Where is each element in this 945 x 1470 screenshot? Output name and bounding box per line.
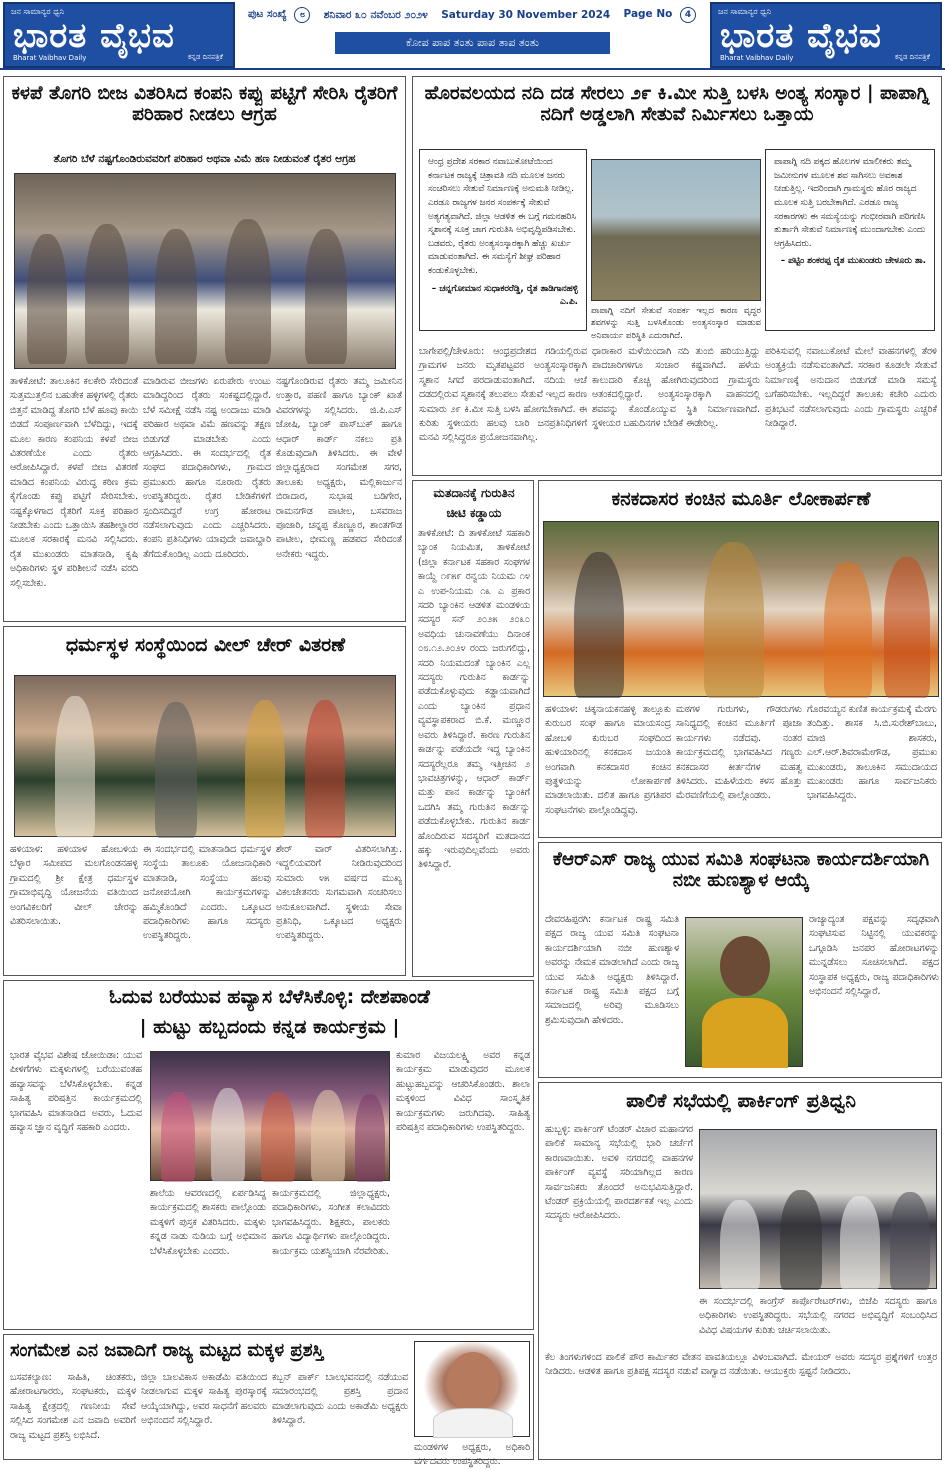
article-body: ತಾಳಿಕೋಟೆ: ದಿ ತಾಳಿಕೋಟೆ ಸಹಕಾರಿ ಬ್ಯಾಂಕ ನಿಯಮಿತ, ತಾಳಿಕೋಟೆ (ಜಿಲ್ಲಾ ಕರ್ನಾಟಕ ಸಹಕಾರ ಸಂಘಗಳ ಕಾಯ್ದೆ ೧೯೫೯ ರನ್ವಯ ನಿಯಮ ೧೪ ಎ ಉಪ-ನಿಯಮ ೧೩ ಎ ಪ್ರಕಾರ ಸದರಿ ಬ್ಯಾಂಕಿನ ಆಡಳಿತ ಮಂಡಳಿಯ ಸದಸ್ಯರ ಸನ್ ೨೦೨೫ ೨೦೩೦ ಅವಧಿಯ ಚುನಾವಣೆಯು ದಿನಾಂಕ ೦೮.೧೨.೨೦೨೪ ರಂದು ಜರುಗಲಿದ್ದು, ಸದರಿ ನಿಯಮದಂತೆ ಬ್ಯಾಂಕಿನ ಎಲ್ಲ ಸದಸ್ಯರು ಗುರುತಿನ ಕಾರ್ಡನ್ನು ಪಡೆದುಕೊಳ್ಳುವುದು ಕಡ್ಡಾಯವಾಗಿದೆ ಎಂದು ಬ್ಯಾಂಕಿನ ಪ್ರಧಾನ ವ್ಯವಸ್ಥಾಪಕರಾದ ಬಿ.ಕೆ. ಮಣ್ಣೂರ ಅವರು ತಿಳಿಸಿದ್ದಾರೆ. ಕಾರಣ ಗುರುತಿನ ಕಾರ್ಡನ್ನು ಪಡೆಯದೇ ಇದ್ದ ಬ್ಯಾಂಕಿನ ಸದಸ್ಯರೆಲ್ಲರೂ ತಮ್ಮ ಇತ್ತೀಚಿನ ೨ ಭಾವಚಿತ್ರಗಳನ್ನು, ಆಧಾರ್ ಕಾರ್ಡ್ ಮತ್ತು ಪಾನ ಕಾರ್ಡನ್ನು ಬ್ಯಾಂಕಿಗೆ ಒದಗಿಸಿ ತಮ್ಮ ಗುರುತಿನ ಕಾರ್ಡನ್ನು ಪಡೆದುಕೊಳ್ಳಬೇಕು. ಗುರುತಿನ ಕಾರ್ಡ ಹೊಂದಿರುವ ಸದಸ್ಯರಿಗೆ ಮತದಾನದ ಹಕ್ಕು ಇರುವುದಿಲ್ಲವೆಂದು ಅವರು ತಿಳಿಸಿದ್ದಾರೆ. (418, 528, 530, 871)
article-body-col3-lower: ಕಾರ್ಯಕ್ರಮದಲ್ಲಿ ಜಿಲ್ಲಾಧ್ಯಕ್ಷರು, ಪದಾಧಿಕಾರಿಗಳು, ಸಂಗೀತ ಕಲಾವಿದರು ಭಾಗವಹಿಸಿದ್ದರು. ಶಿಕ್ಷಕರು, ಪಾಲಕರು ಹಾಗೂ ವಿದ್ಯಾರ್ಥಿಗಳು ಪಾಲ್ಗೊಂಡಿದ್ದರು. ಕಾರ್ಯಕ್ರಮ ಯಶಸ್ವಿಯಾಗಿ ನೆರವೇರಿತು. (272, 1188, 390, 1257)
article-body-col3: ಈ ಸಂದರ್ಭದಲ್ಲಿ ಕಾಂಗ್ರೆಸ್ ಕಾರ್ಪೊರೇಟರ್‌ಗಳು, ಬಿಜೆಪಿ ಸದಸ್ಯರು ಹಾಗೂ ಅಧಿಕಾರಿಗಳು ಉಪಸ್ಥಿತರಿದ್ದರು. ಸಭೆಯಲ್ಲಿ ನಗರದ ಅಭಿವೃದ್ಧಿಗೆ ಸಂಬಂಧಿಸಿದ ವಿವಿಧ ವಿಷಯಗಳ ಕುರಿತು ಚರ್ಚಿಸಲಾಯಿತು. (699, 1296, 937, 1336)
statue-inauguration-photo (543, 521, 939, 697)
article-river-bridge (412, 76, 942, 476)
logo-english: Bharat Vaibhav Daily (13, 54, 87, 62)
article-headline: ಧರ್ಮಸ್ಥಳ ಸಂಸ್ಥೆಯಿಂದ ವೀಲ್ ಚೇರ್ ವಿತರಣೆ (65, 634, 346, 656)
article-body-col1: ಭಾರತ ವೈಭವ ವಿಶೇಷ ಜೋಯಿಡಾ: ಯುವ ಪೀಳಿಗೆಗಳು ಮಕ್ಕಳುಗಳಲ್ಲಿ ಬರೆಯುವಂತಹ ಹವ್ಯಾಸವನ್ನು ಬೆಳೆಸಿಕೊಳ್ಳಬೇಕು. ಕನ್ನಡ ಸಾಹಿತ್ಯ ಪರಿಷತ್ತಿನ ಕಾರ್ಯಕ್ರಮದಲ್ಲಿ ಭಾಗವಹಿಸಿ ಮಾತನಾಡಿದ ಅವರು, ಓದುವ ಹವ್ಯಾಸ ಜ್ಞಾನ ವೃದ್ಧಿಗೆ ಸಹಕಾರಿ ಎಂದರು. (10, 1050, 142, 1134)
article-body-col2: ಶಾಲೆಯ ಆವರಣದಲ್ಲಿ ಏರ್ಪಡಿಸಿದ್ದ ಕಾರ್ಯಕ್ರಮದಲ್ಲಿ ಶಾಸಕರು ಪಾಲ್ಗೊಂಡು ಮಕ್ಕಳಿಗೆ ಪುಸ್ತಕ ವಿತರಿಸಿದರು. ಮಕ್ಕಳು ಕನ್ನಡ ನಾಡು ನುಡಿಯ ಬಗ್ಗೆ ಅಭಿಮಾನ ಬೆಳೆಸಿಕೊಳ್ಳಬೇಕು ಎಂದರು. (150, 1188, 266, 1257)
article-body-col3: ಶೇರ್ ವಾರ್ ವಿತರಿಸಲಾಗಿತ್ತು. ಇದ್ದಲಿಯವರಿಗೆ ನೀಡಿರುವುದರಿಂದ ಸುಮಾರು ೪೫ ವರ್ಷದ ಮುಖ್ಯ ವಿಕಲಚೇತನರು ಸುಗಮವಾಗಿ ಸಂಚರಿಸಲು ಅನುಕೂಲವಾಗಿದೆ. ಸ್ಥಳೀಯ ಸೇವಾ ಪ್ರತಿನಿಧಿ, ಒಕ್ಕೂಟದ ಅಧ್ಯಕ್ಷರು ಉಪಸ್ಥಿತರಿದ್ದರು. (276, 844, 402, 942)
logo-kannada-sub: ಕನ್ನಡ ದಿನಪತ್ರಿಕೆ (187, 53, 223, 61)
article-body-col1: ತಾಳಿಕೋಟೆ: ತಾಲೂಕಿನ ಕಲಕೇರಿ ಸೇರಿದಂತೆ ಸುತ್ತಮುತ್ತಲಿನ ಬಹುತೇಕ ಹಳ್ಳಿಗಳಲ್ಲಿ ರೈತರು ಬಿತ್ತನೆ ಮಾಡಿದ್ದ ತೊಗರಿ ಬೆಳೆ ಹೂವು ಕಾಯಿ ಬಿಡದೆ ಸಂಪೂರ್ಣವಾಗಿ ಬೆಳೆದಿದ್ದು, ಇದಕ್ಕೆ ಮೂಲ ಕಾರಣ ಕಂಪನಿಯ ಕಳಪೆ ಬೀಜ ವಿತರಣೆಯೇ ಎಂದು ರೈತರು ಆರೋಪಿಸಿದ್ದಾರೆ. ಕಳಪೆ ಬೀಜ ವಿತರಣೆ ಮಾಡಿದ ಕಂಪನಿಯ ವಿರುದ್ಧ ಕಠಿಣ ಕ್ರಮ ಕೈಗೊಂಡು ಕಪ್ಪು ಪಟ್ಟಿಗೆ ಸೇರಿಸಬೇಕು. ನಷ್ಟಕ್ಕೊಳಗಾದ ರೈತರಿಗೆ ಸೂಕ್ತ ಪರಿಹಾರ ನೀಡಬೇಕು ಎಂದು ಒತ್ತಾಯಿಸಿ ತಹಶೀಲ್ದಾರರ ಮೂಲಕ ಸರಕಾರಕ್ಕೆ ಮನವಿ ಸಲ್ಲಿಸಿದರು. ರೈತ ಮುಖಂಡರು ಮಾತನಾಡಿ, ಕೃಷಿ ಅಧಿಕಾರಿಗಳು ಸ್ಥಳ ಪರಿಶೀಲನೆ ನಡೆಸಿ ವರದಿ ಸಲ್ಲಿಸಬೇಕು. (10, 376, 138, 589)
article-body-col3: ಕಬ್ಬನ್ ಪಾರ್ಕ್ ಬಾಲಭವನದಲ್ಲಿ ನಡೆಯುವ ಸಮಾರಂಭದಲ್ಲಿ ಪ್ರಶಸ್ತಿ ಪ್ರದಾನ ಮಾಡಲಾಗುವುದು ಎಂದು ಅಕಾಡೆಮಿ ಅಧ್ಯಕ್ಷರು ತಿಳಿಸಿದ್ದಾರೆ. (272, 1372, 408, 1427)
date-english: Saturday 30 November 2024 (441, 9, 611, 21)
volume-number: ೮ (294, 7, 310, 23)
quote-text: ಪಾಪಾಗ್ನಿ ನದಿ ಪಕ್ಕದ ಹೊಲಗಳ ಮಾಲೀಕರು ತಮ್ಮ ಜಮೀನುಗಳ ಮೂಲಕ ಶವ ಸಾಗಿಸಲು ಅವಕಾಶ ನೀಡುತ್ತಿಲ್ಲ. ಇದರಿಂದಾಗಿ ಗ್ರಾಮಸ್ಥರು ಹೊರ ರಾಜ್ಯದ ಮೂಲಕ ಸುತ್ತಿ ಬರಬೇಕಾಗಿದೆ. ಎರಡೂ ರಾಜ್ಯ ಸರಕಾರಗಳು ಈ ಸಮಸ್ಯೆಯನ್ನು ಗಂಭೀರವಾಗಿ ಪರಿಗಣಿಸಿ ತುರ್ತಾಗಿ ಸೇತುವೆ ನಿರ್ಮಾಣಕ್ಕೆ ಮುಂದಾಗಬೇಕು ಎಂದು ಆಗ್ರಹಿಸಿದರು. (774, 157, 926, 249)
article-body-col1: ಬಾಗೇಪಲ್ಲಿ/ಚೇಳೂರು: ಆಂಧ್ರಪ್ರದೇಶದ ಗಡಿಯಲ್ಲಿರುವ ಗ್ರಾಮಗಳ ಜನರು ಮೃತಪಟ್ಟವರ ಅಂತ್ಯಸಂಸ್ಕಾರಕ್ಕಾಗಿ ಸ್ಮಶಾನ ಸಿಗದೆ ಪರದಾಡುವಂತಾಗಿದೆ. ನದಿಯ ಆಚೆ ದಡದಲ್ಲಿರುವ ಸ್ಮಶಾನಕ್ಕೆ ತಲುಪಲು ಸೇತುವೆ ಇಲ್ಲದ ಕಾರಣ ಸುಮಾರು ೨೯ ಕಿ.ಮೀ ಸುತ್ತಿ ಬಳಸಿ ಹೋಗಬೇಕಾಗಿದೆ. ಈ ಕುರಿತು ಸ್ಥಳೀಯರು ಹಲವು ಬಾರಿ ಜನಪ್ರತಿನಿಧಿಗಳಿಗೆ ಮನವಿ ಸಲ್ಲಿಸಿದ್ದರೂ ಪ್ರಯೋಜನವಾಗಿಲ್ಲ. (419, 346, 587, 444)
article-body-col2: ಜಿಲ್ಲಾ ಬಾಲವಿಕಾಸ ಅಕಾಡೆಮಿ ವತಿಯಿಂದ ನೀಡಲಾಗುವ ಮಕ್ಕಳ ಸಾಹಿತ್ಯ ಪುರಸ್ಕಾರಕ್ಕೆ ಆಯ್ಕೆಯಾಗಿದ್ದು, ಅವರ ಸಾಧನೆಗೆ ಹಲವರು ಅಭಿನಂದನೆ ಸಲ್ಲಿಸಿದ್ದಾರೆ. (141, 1372, 267, 1427)
article-reading-habit (3, 980, 534, 1330)
farmers-protest-photo (14, 173, 396, 369)
logo-name: ಭಾರತ ವೈಭವ (13, 16, 175, 56)
quote-box-left (419, 149, 587, 331)
article-body-col3: ಕುಮಾರ ವಿಜಯಲಕ್ಷ್ಮಿ ಅವರ ಕನ್ನಡ ಕಾರ್ಯಕ್ರಮ ಮಾಡುವುದರ ಮೂಲಕ ಹುಟ್ಟುಹಬ್ಬವನ್ನು ಆಚರಿಸಿಕೊಂಡರು. ಶಾಲಾ ಮಕ್ಕಳಿಂದ ವಿವಿಧ ಸಾಂಸ್ಕೃತಿಕ ಕಾರ್ಯಕ್ರಮಗಳು ಜರುಗಿದವು. ಸಾಹಿತ್ಯ ಪರಿಷತ್ತಿನ ಪದಾಧಿಕಾರಿಗಳು ಉಪಸ್ಥಿತರಿದ್ದರು. (396, 1050, 530, 1134)
event-stage-photo (150, 1051, 390, 1181)
article-headline-line2: | ಹುಟ್ಟು ಹಬ್ಬದಂದು ಕನ್ನಡ ಕಾರ್ಯಕ್ರಮ | (139, 1016, 400, 1038)
article-headline: ಕೆಆರ್‌ಎಸ್ ರಾಜ್ಯ ಯುವ ಸಮಿತಿ ಸಂಘಟನಾ ಕಾರ್ಯದರ್ಶಿಯಾಗಿ ನಬೀ ಹುಣಶ್ಯಾಳ ಆಯ್ಕೆ (552, 849, 930, 892)
article-child-award (3, 1334, 534, 1468)
page-number: 4 (680, 7, 696, 23)
article-body-col4: ಮಂಡಳಿಗಳ ಅಧ್ಯಕ್ಷರು, ಅಧಿಕಾರಿ ವರ್ಗದವರು ಉಪಸ್ಥಿತರಿದ್ದರು. (414, 1442, 530, 1468)
quote-attribution: – ಚನ್ನಗೋಮಾನ ಸುಧಾಕರರೆಡ್ಡಿ, ರೈತ ತಾಡಿಗಾನಹಳ್ಳಿ ಎ.ಪಿ. (431, 283, 578, 308)
logo-right[interactable] (710, 2, 942, 68)
masthead (0, 0, 945, 70)
quote-text: ಆಂಧ್ರ ಪ್ರದೇಶ ಸರಕಾರ ನವಾಬುಕೋಟೆಯಿಂದ ಕರ್ನಾಟಕ ರಾಜ್ಯಕ್ಕೆ ಚಿತ್ರಾವತಿ ನದಿ ಮೂಲಕ ಜನರು ಸಂಚರಿಸಲು ಸೇತುವೆ ನಿರ್ಮಾಣಕ್ಕೆ ಅನುಮತಿ ನೀಡಿಲ್ಲ. ಎರಡೂ ರಾಜ್ಯಗಳ ಜನರ ಸಂಪರ್ಕಕ್ಕೆ ಸೇತುವೆ ಅತ್ಯಗತ್ಯವಾಗಿದೆ. ಜಿಲ್ಲಾ ಆಡಳಿತ ಈ ಬಗ್ಗೆ ಗಮನಹರಿಸಿ ಸ್ಮಶಾನಕ್ಕೆ ಸೂಕ್ತ ಜಾಗ ಗುರುತಿಸಿ ಅಭಿವೃದ್ಧಿಪಡಿಸಬೇಕು. ಬಡವರು, ರೈತರು ಅಂತ್ಯಸಂಸ್ಕಾರಕ್ಕಾಗಿ ಹೆಚ್ಚು ಖರ್ಚು ಮಾಡುವಂತಾಗಿದೆ. ಈ ಸಮಸ್ಯೆಗೆ ಶೀಘ್ರ ಪರಿಹಾರ ಕಂಡುಕೊಳ್ಳಬೇಕು. (428, 157, 576, 276)
article-krs-appointment (538, 842, 942, 1078)
logo-tagline: ಜನ ಸಾಮಾನ್ಯರ ಧ್ವನಿ (11, 7, 65, 16)
article-body-col3: ಪರಿಕಿಸುವಲ್ಲಿ ನವಾಬುಕೋಟೆ ಮೇಲೆ ವಾಹನಗಳಲ್ಲಿ ತೆರಳಿ ಅಂತ್ಯಕ್ರಿಯೆ ನಡೆಸುವಂತಾಗಿದೆ. ಸರಕಾರ ಕೂಡಲೇ ಸೇತುವೆ ನಿರ್ಮಾಣಕ್ಕೆ ಅನುದಾನ ಬಿಡುಗಡೆ ಮಾಡಿ ಸಮಸ್ಯೆ ಬಗೆಹರಿಸಬೇಕು. ಇಲ್ಲದಿದ್ದರೆ ತಾಲೂಕು ಕಚೇರಿ ಎದುರು ಪ್ರತಿಭಟನೆ ನಡೆಸಲಾಗುವುದು ಎಂದು ಗ್ರಾಮಸ್ಥರು ಎಚ್ಚರಿಕೆ ನೀಡಿದ್ದಾರೆ. (765, 346, 937, 430)
article-subhead: ತೊಗರಿ ಬೆಳೆ ನಷ್ಟಗೊಂಡಿರುವವರಿಗೆ ಪರಿಹಾರ ಅಥವಾ ವಿಮೆ ಹಣ ನೀಡುವಂತೆ ರೈತರ ಆಗ್ರಹ (53, 153, 356, 165)
quote-box-right (765, 149, 935, 331)
article-body-col1: ಹಳಿಯಾಳ: ಚಿಕ್ಕನಾಯಕನಹಳ್ಳಿ ತಾಲ್ಲೂಕು ಕುರುಬರ ಸಂಘ ಹಾಗೂ ಮಾಯಸಂದ್ರ ಹೋಬಳಿ ಕುರುಬರ ಸಂಘದಿಂದ ಹುಳಿಯಾರಿನಲ್ಲಿ ಕನಕದಾಸ ಜಯಂತಿ ಅಂಗವಾಗಿ ಕನಕದಾಸರ ಕಂಚಿನ ಪುತ್ಥಳಿಯನ್ನು ಲೋಕಾರ್ಪಣೆ ಮಾಡಲಾಯಿತು. ದಲಿತ ಹಾಗೂ ಪ್ರಗತಿಪರ ಸಂಘಟನೆಗಳು ಪಾಲ್ಗೊಂಡಿದ್ದವು. (545, 704, 671, 816)
article-body-col3: ಗೊರವಯ್ಯನ ಕುಣಿತ ಕಾರ್ಯಕ್ರಮಕ್ಕೆ ಮೆರಗು ತಂದಿತ್ತು. ಶಾಸಕ ಸಿ.ಬಿ.ಸುರೇಶ್‌ಬಾಬು, ಮಾಜಿ ಶಾಸಕರು, ಎಲ್.ಆರ್.ಶಿವರಾಮೇಗೌಡ, ಪ್ರಮುಖ ಮುಖಂಡರು, ತಾಲೂಕಿನ ಸಮುದಾಯದ ಮುಖಂಡರು ಹಾಗೂ ಸಾರ್ವಜನಿಕರು ಭಾಗವಹಿಸಿದ್ದರು. (807, 704, 937, 802)
article-headline: ಹೊರವಲಯದ ನದಿ ದಡ ಸೇರಲು ೨೯ ಕಿ.ಮೀ ಸುತ್ತಿ ಬಳಸಿ ಅಂತ್ಯ ಸಂಸ್ಕಾರ | ಪಾಪಾಗ್ನಿ ನದಿಗೆ ಅಡ್ಡಲಾಗಿ ಸೇತುವೆ ನಿರ್ಮಿಸಲು ಒತ್ತಾಯ (424, 83, 930, 126)
article-seed-compensation (3, 76, 406, 622)
article-headline: ಸಂಗಮೇಶ ಎನ ಜವಾದಿಗೆ ರಾಜ್ಯ ಮಟ್ಟದ ಮಕ್ಕಳ ಪ್ರಶಸ್ತಿ (10, 1340, 324, 1361)
article-headline: ಪಾಲಿಕೆ ಸಭೆಯಲ್ಲಿ ಪಾರ್ಕಿಂಗ್ ಪ್ರತಿಧ್ವನಿ (626, 1090, 856, 1112)
page-label: Page No (623, 8, 673, 20)
logo-english: Bharat Vaibhav Daily (720, 54, 794, 62)
article-body-col2: ಈ ಸಂದರ್ಭದಲ್ಲಿ ಮಾತನಾಡಿದ ಧರ್ಮಸ್ಥಳ ಸಂಸ್ಥೆಯ ತಾಲೂಕು ಯೋಜನಾಧಿಕಾರಿ ಮಾತನಾಡಿ, ಸಂಸ್ಥೆಯು ಹಲವು ಜನೋಪಯೋಗಿ ಕಾರ್ಯಕ್ರಮಗಳನ್ನು ಹಮ್ಮಿಕೊಂಡಿದೆ ಎಂದರು. ಒಕ್ಕೂಟದ ಪದಾಧಿಕಾರಿಗಳು ಹಾಗೂ ಸದಸ್ಯರು ಉಪಸ್ಥಿತರಿದ್ದರು. (143, 844, 271, 942)
article-body-col2: ಮಾಡಿರುವ ಬೀಜಗಳು ಏರುಪೇರು ಉಂಟು ಮಾಡಿದ್ದರಿಂದ ರೈತರು ಸಂಕಷ್ಟದಲ್ಲಿದ್ದಾರೆ. ಬೆಳೆ ಸಮೀಕ್ಷೆ ನಡೆಸಿ ನಷ್ಟ ಅಂದಾಜು ಮಾಡಿ ಪರಿಹಾರ ಅಥವಾ ವಿಮೆ ಹಣವನ್ನು ತಕ್ಷಣ ಬಿಡುಗಡೆ ಮಾಡಬೇಕು ಎಂದು ಆಗ್ರಹಿಸಿದರು. ಈ ಸಂದರ್ಭದಲ್ಲಿ ರೈತ ಸಂಘದ ಪದಾಧಿಕಾರಿಗಳು, ಗ್ರಾಮದ ಪ್ರಮುಖರು ಹಾಗೂ ನೂರಾರು ರೈತರು ಉಪಸ್ಥಿತರಿದ್ದರು. ರೈತರ ಬೇಡಿಕೆಗಳಿಗೆ ಸ್ಪಂದಿಸದಿದ್ದರೆ ಉಗ್ರ ಹೋರಾಟ ನಡೆಸಲಾಗುವುದು ಎಂದು ಎಚ್ಚರಿಸಿದರು. ಕಂಪನಿ ಪ್ರತಿನಿಧಿಗಳು ಯಾವುದೇ ಜವಾಬ್ದಾರಿ ತೆಗೆದುಕೊಂಡಿಲ್ಲ ಎಂದು ದೂರಿದರು. (143, 376, 271, 560)
awardee-portrait-photo (414, 1341, 530, 1437)
article-body-col2: ಮಠಗಳ ಗುರುಗಳು, ಗೌಡರುಗಳು ಸಾನಿಧ್ಯದಲ್ಲಿ ಕಂಚಿನ ಮೂರ್ತಿಗೆ ಪೂಜಾ ಕಾರ್ಯಗಳು ನಡೆದವು. ನಂತರ ಕಾರ್ಯಕ್ರಮದಲ್ಲಿ ಭಾಗವಹಿಸಿದ ಗಣ್ಯರು ಕನಕದಾಸರ ಕೀರ್ತನೆಗಳ ಮಹತ್ವ ತಿಳಿಸಿದರು. ಮಹಿಳೆಯರು ಕಳಸ ಹೊತ್ತು ಮೆರವಣಿಗೆಯಲ್ಲಿ ಪಾಲ್ಗೊಂಡರು. (676, 704, 802, 802)
article-headline-line1: ಓದುವ ಬರೆಯುವ ಹವ್ಯಾಸ ಬೆಳೆಸಿಕೊಳ್ಳಿ: ದೇಶಪಾಂಡೆ (109, 986, 430, 1008)
article-kanakadasa-statue (538, 480, 942, 838)
article-wheelchair (3, 626, 406, 976)
logo-kannada-sub: ಕನ್ನಡ ದಿನಪತ್ರಿಕೆ (894, 53, 930, 61)
quote-attribution: – ಪಟ್ಟಿಂ ಶಂಕರಪ್ಪ ರೈತ ಮುಖಂಡರು ಚೇಳೂರು ತಾ. (780, 256, 926, 267)
article-body-col1: ಬಸವಕಲ್ಯಾಣ: ಸಾಹಿತಿ, ಚಿಂತಕರು, ಹೋರಾಟಗಾರರು, ಸಂಘಟಕರು, ಮಕ್ಕಳ ಸಾಹಿತ್ಯ ಕ್ಷೇತ್ರದಲ್ಲಿ ಗಣನೀಯ ಸೇವೆ ಸಲ್ಲಿಸಿದ ಸಂಗಮೇಶ ಎನ ಜವಾದಿ ಅವರಿಗೆ ರಾಜ್ಯ ಮಟ್ಟದ ಪ್ರಶಸ್ತಿ ಲಭಿಸಿದೆ. (10, 1372, 136, 1441)
article-headline: ಕನಕದಾಸರ ಕಂಚಿನ ಮೂರ್ತಿ ಲೋಕಾರ್ಪಣೆ (611, 488, 871, 510)
article-body-col1: ಹಳಿಯಾಳ: ಹಳಿಯಾಳ ಹೋಬಳಿಯ ಬೆಳ್ಳಾರ ಸಮೀಪದ ಮಲಗೊಂಡನಹಳ್ಳಿ ಗ್ರಾಮದಲ್ಲಿ ಶ್ರೀ ಕ್ಷೇತ್ರ ಧರ್ಮಸ್ಥಳ ಗ್ರಾಮಾಭಿವೃದ್ಧಿ ಯೋಜನೆಯ ವತಿಯಿಂದ ಅಂಗವಿಕಲರಿಗೆ ವೀಲ್ ಚೇರನ್ನು ವಿತರಿಸಲಾಯಿತು. (10, 844, 138, 928)
photo-caption: ಪಾಪಾಗ್ನಿ ನದಿಗೆ ಸೇತುವೆ ಸಂಪರ್ಕ ಇಲ್ಲದ ಕಾರಣ ವೃದ್ಧರ ಶವಗಳನ್ನು ಸುತ್ತಿ ಬಳಸಿಕೊಂಡು ಅಂತ್ಯಸಂಸ್ಕಾರ ಮಾಡುವ ಅನಿವಾರ್ಯ ಪರಿಸ್ಥಿತಿ ಎದುರಾಗಿದೆ. (591, 306, 761, 341)
council-meeting-photo (699, 1129, 937, 1289)
volume-label: ಪುಟ ಸಂಖ್ಯೆ (248, 8, 287, 20)
logo-name: ಭಾರತ ವೈಭವ (720, 16, 882, 56)
article-body-col2: ಕೆಲ ತಿಂಗಳುಗಳಿಂದ ಪಾಲಿಕೆ ಪೌರ ಕಾರ್ಮಿಕರ ವೇತನ ಪಾವತಿಯಲ್ಲೂ ವಿಳಂಬವಾಗಿದೆ. ಮೇಯರ್ ಅವರು ಸದಸ್ಯರ ಪ್ರಶ್ನೆಗಳಿಗೆ ಉತ್ತರ ನೀಡಿದರು. ಆಡಳಿತ ಹಾಗೂ ಪ್ರತಿಪಕ್ಷ ಸದಸ್ಯರ ನಡುವೆ ವಾಗ್ವಾದ ನಡೆಯಿತು. ಆಯುಕ್ತರು ಸ್ಪಷ್ಟನೆ ನೀಡಿದರು. (545, 1352, 937, 1378)
article-headline: ಕಳಪೆ ತೊಗರಿ ಬೀಜ ವಿತರಿಸಿದ ಕಂಪನಿ ಕಪ್ಪು ಪಟ್ಟಿಗೆ ಸೇರಿಸಿ ರೈತರಿಗೆ ಪರಿಹಾರ ನೀಡಲು ಆಗ್ರಹ (11, 83, 398, 126)
logo-tagline: ಜನ ಸಾಮಾನ್ಯರ ಧ್ವನಿ (718, 7, 772, 16)
notice-label-bottom: ಚೀಟಿ ಕಡ್ಡಾಯ (446, 506, 502, 520)
motto-banner: ಕೋಪ ಪಾಪ ತಂತು ಪಾಪ ತಾಪ ತಂತು (335, 32, 610, 54)
portrait-photo (685, 917, 803, 1067)
date-kannada: ಶನಿವಾರ ೩೦ ನವೆಂಬರ ೨೦೨೪ (323, 8, 428, 21)
logo-left[interactable] (3, 2, 235, 68)
article-body-col2: ರಾಜ್ಯಾದ್ಯಂತ ಪಕ್ಷವನ್ನು ಸದೃಢವಾಗಿ ಸಂಘಟಿಸುವ ನಿಟ್ಟಿನಲ್ಲಿ ಯುವಕರನ್ನು ಒಗ್ಗೂಡಿಸಿ ಜನಪರ ಹೋರಾಟಗಳನ್ನು ಮುನ್ನಡೆಸಲು ಸೂಚಿಸಲಾಗಿದೆ. ಪಕ್ಷದ ಸಂಸ್ಥಾಪಕ ಅಧ್ಯಕ್ಷರು, ರಾಜ್ಯ ಪದಾಧಿಕಾರಿಗಳು ಅಭಿನಂದನೆ ಸಲ್ಲಿಸಿದ್ದಾರೆ. (809, 914, 939, 998)
article-body-col3: ನಷ್ಟಗೊಂಡಿರುವ ರೈತರು ತಮ್ಮ ಜಮೀನಿನ ಉತ್ತಾರ, ಪಹಣಿ ಹಾಗೂ ಬ್ಯಾಂಕ್ ಖಾತೆ ವಿವರಗಳನ್ನು ಸಲ್ಲಿಸಿದರು. ಜಿ.ಪಿ.ಎಸ್ ಜೋಷಿ, ಬ್ಯಾಂಕ್ ಪಾಸ್‌ಬುಕ್ ಹಾಗೂ ಆಧಾರ್ ಕಾರ್ಡ್ ನಕಲು ಪ್ರತಿ ಕೊಡುವುದಾಗಿ ತಿಳಿಸಿದರು. ಈ ವೇಳೆ ಜಿಲ್ಲಾಧ್ಯಕ್ಷರಾದ ಸಂಗಮೇಶ ಸಗರ, ತಾಲೂಕು ಅಧ್ಯಕ್ಷರು, ಮಲ್ಲಿಕಾರ್ಜುನ ಬಿರಾದಾರ, ಸುಭಾಷ ಬಡಿಗೇರ, ರಾಮನಗೌಡ ಪಾಟೀಲ, ಬಸವರಾಜ ಪೂಜಾರಿ, ಚನ್ನಪ್ಪ ಕೊಣ್ಣೂರ, ಶಾಂತಗೌಡ ಪಾಟೀಲ, ಭೀಮಣ್ಣ ಹಡಪದ ಸೇರಿದಂತೆ ಅನೇಕರು ಇದ್ದರು. (276, 376, 402, 560)
article-voter-id (412, 480, 534, 977)
article-body-col1: ಹುಬ್ಬಳ್ಳಿ: ಪಾರ್ಕಿಂಗ್ ಟೆಂಡರ್ ವಿಚಾರ ಮಹಾನಗರ ಪಾಲಿಕೆ ಸಾಮಾನ್ಯ ಸಭೆಯಲ್ಲಿ ಭಾರಿ ಚರ್ಚೆಗೆ ಕಾರಣವಾಯಿತು. ಅವಳಿ ನಗರದಲ್ಲಿ ವಾಹನಗಳ ಪಾರ್ಕಿಂಗ್ ವ್ಯವಸ್ಥೆ ಸರಿಯಾಗಿಲ್ಲದ ಕಾರಣ ಸಾರ್ವಜನಿಕರು ತೊಂದರೆ ಅನುಭವಿಸುತ್ತಿದ್ದಾರೆ. ಟೆಂಡರ್ ಪ್ರಕ್ರಿಯೆಯಲ್ಲಿ ಪಾರದರ್ಶಕತೆ ಇಲ್ಲ ಎಂದು ಸದಸ್ಯರು ಆರೋಪಿಸಿದರು. (545, 1124, 693, 1222)
wheelchair-photo (14, 675, 396, 837)
article-body-col1: ದೇವರಹಿಪ್ಪರಗಿ: ಕರ್ನಾಟಕ ರಾಷ್ಟ್ರ ಸಮಿತಿ ಪಕ್ಷದ ರಾಜ್ಯ ಯುವ ಸಮಿತಿ ಸಂಘಟನಾ ಕಾರ್ಯದರ್ಶಿಯಾಗಿ ನಬೀ ಹುಣಶ್ಯಾಳ ಅವರನ್ನು ನೇಮಕ ಮಾಡಲಾಗಿದೆ ಎಂದು ರಾಜ್ಯ ಯುವ ಸಮಿತಿ ಅಧ್ಯಕ್ಷರು ತಿಳಿಸಿದ್ದಾರೆ. ಕರ್ನಾಟಕ ರಾಷ್ಟ್ರ ಸಮಿತಿ ಪಕ್ಷದ ಬಗ್ಗೆ ಸಮಾಜದಲ್ಲಿ ಅರಿವು ಮೂಡಿಸಲು ಶ್ರಮಿಸುವುದಾಗಿ ಹೇಳಿದರು. (545, 914, 679, 1026)
river-crossing-photo (591, 159, 761, 301)
issue-meta (242, 4, 702, 26)
article-parking-debate (538, 1082, 942, 1460)
notice-label-top: ಮತದಾನಕ್ಕೆ ಗುರುತಿನ (433, 486, 515, 500)
article-body-col2: ಧಾರಾಕಾರ ಮಳೆಯಿಂದಾಗಿ ನದಿ ತುಂಬಿ ಹರಿಯುತ್ತಿದ್ದು ಪಾದಚಾರಿಗಳಿಗೂ ಸಂಚಾರ ಕಷ್ಟವಾಗಿದೆ. ಹಳೆಯ ಕಾಲುದಾರಿ ಕೊಚ್ಚಿ ಹೋಗಿರುವುದರಿಂದ ಗ್ರಾಮಸ್ಥರು ಆತಂಕದಲ್ಲಿದ್ದಾರೆ. ಅಂತ್ಯಸಂಸ್ಕಾರಕ್ಕಾಗಿ ವಾಹನದಲ್ಲಿ ಶವವನ್ನು ಕೊಂಡೊಯ್ಯುವ ಸ್ಥಿತಿ ನಿರ್ಮಾಣವಾಗಿದೆ. ಸ್ಥಳೀಯರ ಬಹುದಿನಗಳ ಬೇಡಿಕೆ ಈಡೇರಿಲ್ಲ. (592, 346, 760, 430)
